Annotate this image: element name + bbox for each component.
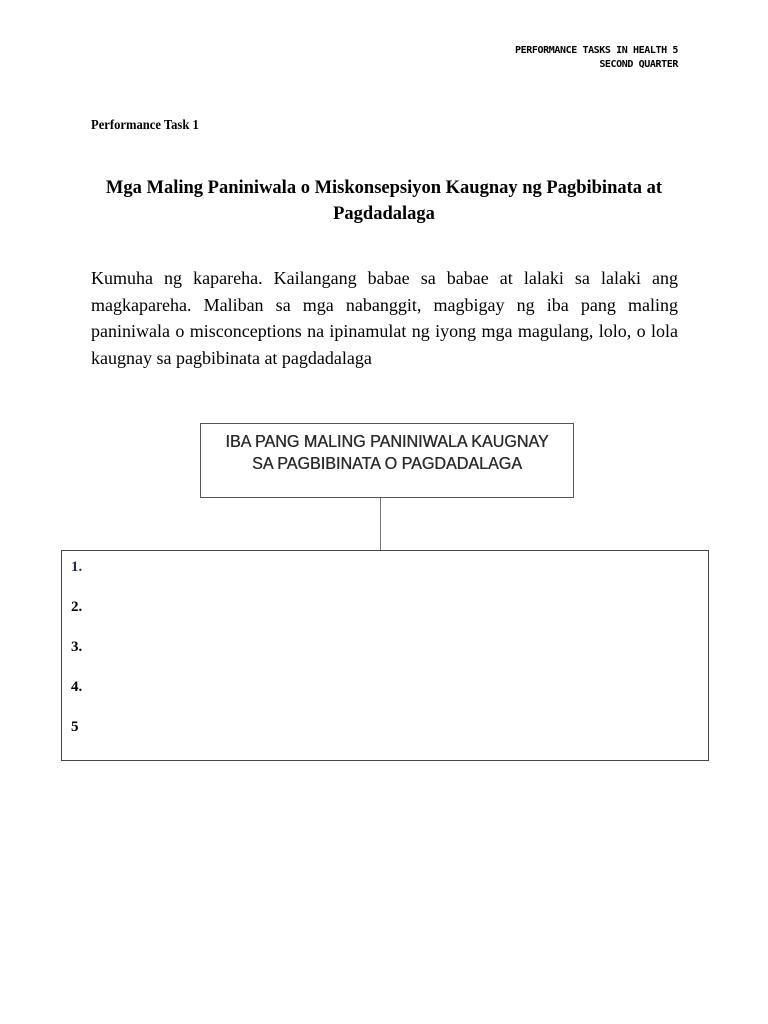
- document-header: [515, 44, 678, 72]
- answer-item-5: 5: [71, 719, 79, 735]
- concept-heading-text: [216, 430, 558, 474]
- answer-box: [61, 550, 709, 761]
- header-line-subject: PERFORMANCE TASKS IN HEALTH 5: [515, 45, 678, 56]
- answer-item-3: 3.: [71, 639, 83, 655]
- instructions-paragraph: Kumuha ng kapareha. Kailangang babae sa babae at lalaki sa lalaki ang magkapareha. Maliban sa mga nabanggit, magbigay ng iba pang maling paniniwala o misconceptions na ipinamulat ng iyong mga magulang, lolo, o lola kaugnay sa pagbibinata at pagdadalaga: [91, 268, 678, 368]
- connector-line: [380, 498, 381, 550]
- answer-item-4: 4.: [71, 679, 83, 695]
- concept-heading-box: [200, 423, 574, 498]
- task-label: Performance Task 1: [91, 118, 199, 133]
- answer-item-1: 1.: [71, 559, 83, 575]
- concept-heading-line-1: IBA PANG MALING PANINIWALA KAUGNAY: [225, 431, 549, 451]
- document-title: Mga Maling Paniniwala o Miskonsepsiyon Kaugnay ng Pagbibinata at Pagdadalaga: [105, 178, 663, 224]
- answer-item-2: 2.: [71, 599, 83, 615]
- concept-heading-line-2: SA PAGBIBINATA O PAGDADALAGA: [252, 453, 522, 473]
- header-line-quarter: SECOND QUARTER: [599, 59, 678, 70]
